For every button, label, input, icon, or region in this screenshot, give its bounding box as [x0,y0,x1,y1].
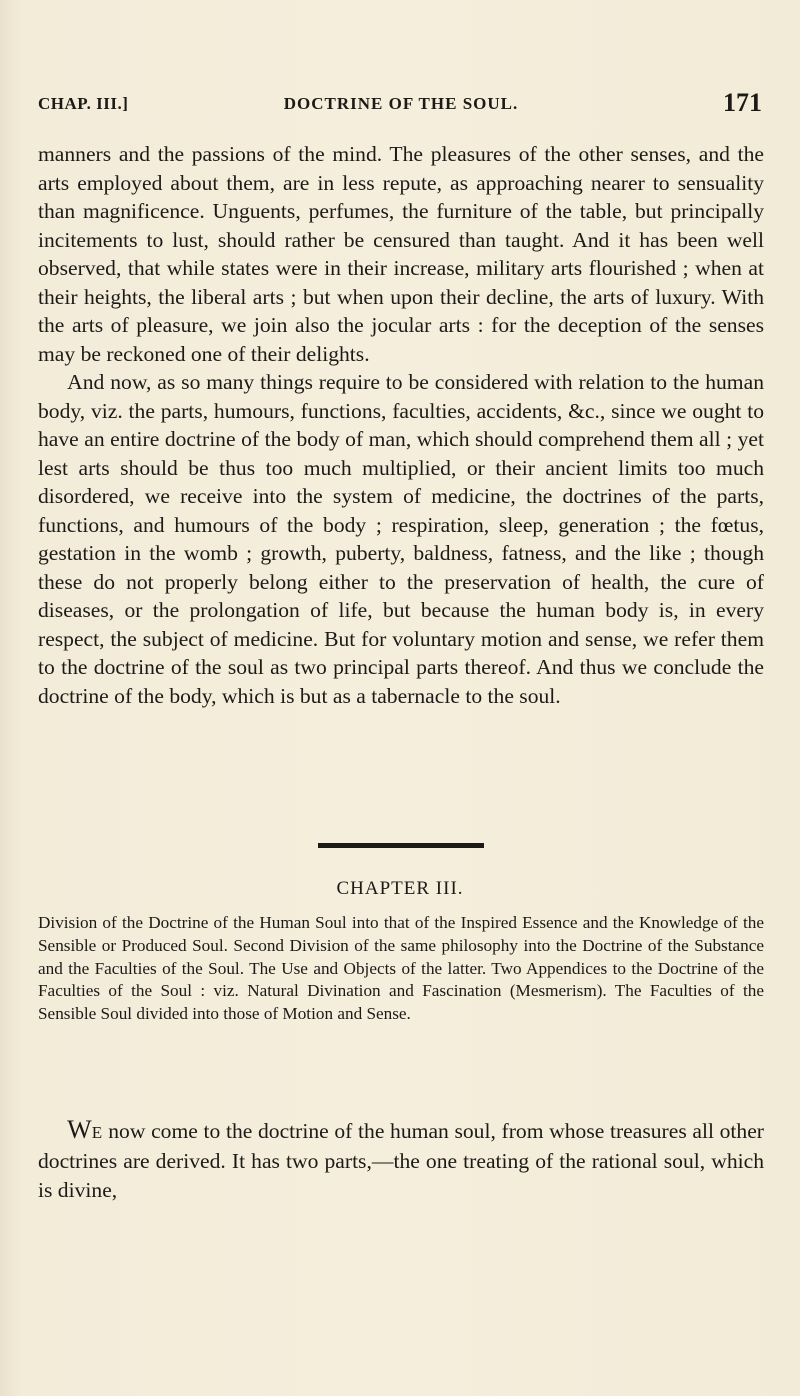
running-title: DOCTRINE OF THE SOUL. [283,94,519,113]
chapter-summary: Division of the Doctrine of the Human Soul into that of the Inspired Essence and the Knowledge of the Sensible or Produced Soul. Second Division of the same philosophy into the Doctrine of the Substance and the Faculties of the Soul. The Use and Objects of the latter. Two Appendices to the Doctrine of the Faculties of the Soul : viz. Natural Divination and Fascination (Mesmerism). The Faculties of the Sensible Soul divided into those of Motion and Sense. [38,913,764,1024]
small-caps-letters: E [91,1122,103,1142]
paragraph: manners and the passions of the mind. The pleasures of the other senses, and the arts employed about them, are in less repute, as approaching nearer to sensuality than magnificence. Unguents, perfumes, the furniture of the table, but principally incitements to lust, should rather be censured than taught. And it has been well observed, that while states were in their increase, military arts flourished ; when at their heights, the liberal arts ; but when upon their decline, the arts of luxury. With the arts of pleasure, we join also the jocular arts : for the deception of the senses may be reckoned one of their delights. [38,142,764,366]
chapter-opening-paragraph [38,1116,764,1205]
running-header [38,90,764,130]
chapter-reference: CHAP. III.] [38,94,129,113]
body-text [38,140,764,710]
paragraph: And now, as so many things require to be considered with relation to the human body, viz. the parts, humours, functions, faculties, accidents, &c., since we ought to have an entire doctrine of the body of man, which should comprehend them all ; yet lest arts should be thus too much multiplied, or their ancient limits too much disordered, we receive into the system of medicine, the doctrines of the parts, functions, and humours of the body ; respiration, sleep, generation ; the fœtus, gestation in the womb ; growth, puberty, baldness, fatness, and the like ; though these do not properly belong either to the preservation of health, the cure of diseases, or the prolongation of life, but because the human body is, in every respect, the subject of medicine. But for voluntary motion and sense, we refer them to the doctrine of the soul as two principal parts thereof. And thus we conclude the doctrine of the body, which is but as a tabernacle to the soul. [38,370,764,708]
page-number: 171 [723,88,762,117]
section-divider [318,843,484,848]
opening-text: now come to the doctrine of the human soul, from whose treasures all other doctrines are derived. It has two parts,—the one treating of the rational soul, which is divine, [38,1118,764,1202]
chapter-heading: CHAPTER III. [336,878,464,899]
drop-capital: W [67,1114,92,1144]
